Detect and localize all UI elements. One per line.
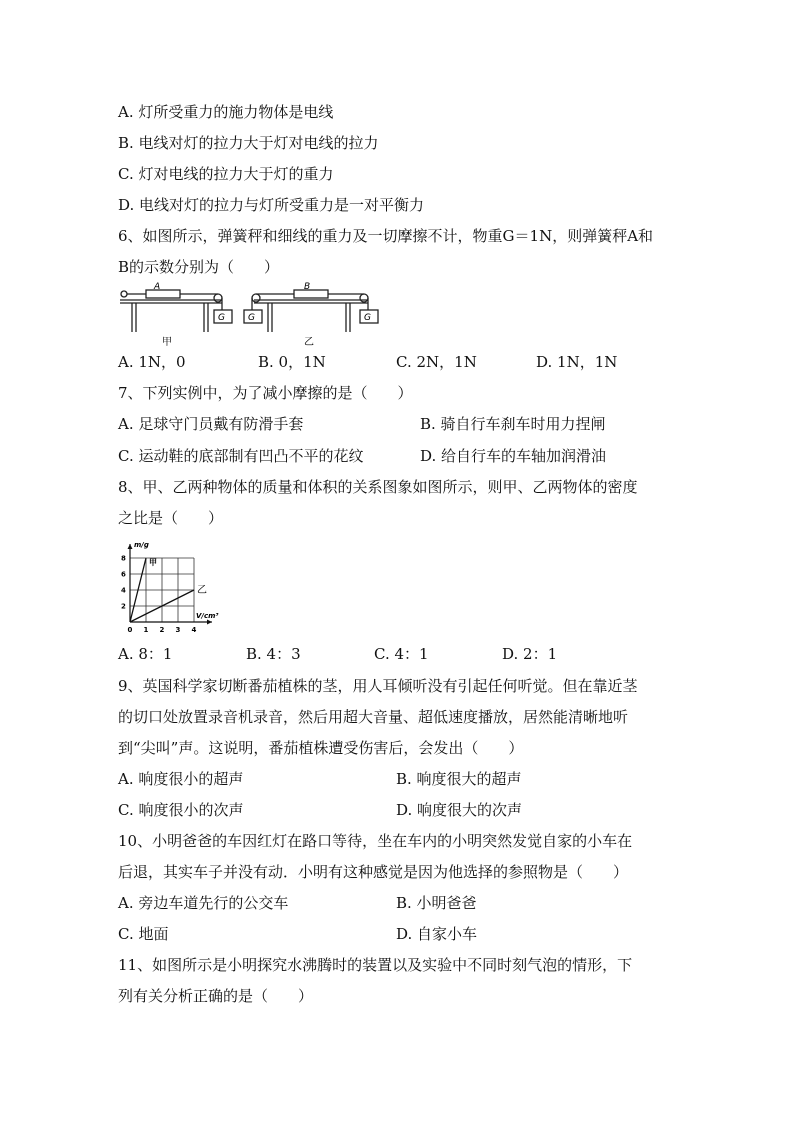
weight-g-jia: G	[218, 313, 225, 323]
q6-option-d: D. 1N，1N	[536, 353, 618, 371]
q11-stem-line1: 11、如图所示是小明探究水沸腾时的装置以及实验中不同时刻气泡的情形，下	[118, 956, 633, 974]
q8-mass-volume-chart	[114, 536, 224, 636]
series-label: 甲	[149, 558, 157, 567]
q5-option-d: D. 电线对灯的拉力与灯所受重力是一对平衡力	[118, 196, 425, 214]
y-tick-label: 8	[121, 554, 126, 563]
q9-stem-line2: 的切口处放置录音机录音，然后用超大音量、超低速度播放，居然能清晰地听	[118, 708, 629, 726]
y-tick-label: 6	[121, 570, 126, 579]
y-axis-arrow	[128, 544, 133, 549]
q5-option-a: A. 灯所受重力的施力物体是电线	[118, 103, 334, 121]
q7-option-a: A. 足球守门员戴有防滑手套	[118, 415, 304, 433]
q9-option-a: A. 响度很小的超声	[118, 770, 244, 788]
q8-option-d: D. 2：1	[502, 645, 558, 663]
q10-stem-line2: 后退，其实车子并没有动．小明有这种感觉是因为他选择的参照物是（ ）	[118, 863, 629, 881]
figure-jia	[120, 290, 232, 332]
figure-jia-label: 甲	[162, 337, 172, 348]
q7-option-b: B. 骑自行车刹车时用力捏闸	[420, 415, 606, 433]
q6-option-a: A. 1N，0	[118, 353, 186, 371]
q8-stem-line2: 之比是（ ）	[118, 509, 224, 527]
q7-option-c: C. 运动鞋的底部制有凹凸不平的花纹	[118, 447, 364, 465]
q7-stem: 7、下列实例中，为了减小摩擦的是（ ）	[118, 384, 413, 402]
q8-stem-line1: 8、甲、乙两种物体的质量和体积的关系图象如图所示，则甲、乙两物体的密度	[118, 478, 638, 496]
figure-yi	[244, 290, 378, 332]
q6-option-b: B. 0，1N	[258, 353, 326, 371]
spring-a-label: A	[154, 282, 161, 292]
q6-spring-scale-figure	[118, 282, 388, 348]
x-axis-arrow	[207, 620, 212, 625]
q8-option-b: B. 4：3	[246, 645, 301, 663]
q9-option-b: B. 响度很大的超声	[396, 770, 522, 788]
q10-option-a: A. 旁边车道先行的公交车	[118, 894, 289, 912]
q6-stem-line1: 6、如图所示，弹簧秤和细线的重力及一切摩擦不计，物重G＝1N，则弹簧秤A和	[118, 227, 654, 245]
figure-yi-label: 乙	[304, 337, 314, 348]
x-tick-label: 1	[143, 626, 149, 634]
series-label: 乙	[197, 585, 207, 596]
q8-option-a: A. 8：1	[118, 645, 173, 663]
q6-stem-line2: B的示数分别为（ ）	[118, 258, 280, 276]
q10-option-b: B. 小明爸爸	[396, 894, 477, 912]
q11-stem-line2: 列有关分析正确的是（ ）	[118, 987, 314, 1005]
q7-option-d: D. 给自行车的车轴加润滑油	[420, 447, 607, 465]
y-tick-label: 2	[121, 602, 126, 611]
q9-option-d: D. 响度很大的次声	[396, 801, 523, 819]
q10-option-d: D. 自家小车	[396, 925, 478, 943]
q9-option-c: C. 响度很小的次声	[118, 801, 244, 819]
x-axis-label: V/cm³	[196, 612, 219, 620]
spring-b-label: B	[304, 282, 311, 292]
q5-option-b: B. 电线对灯的拉力大于灯对电线的拉力	[118, 134, 379, 152]
q8-option-c: C. 4：1	[374, 645, 429, 663]
q10-stem-line1: 10、小明爸爸的车因红灯在路口等待，坐在车内的小明突然发觉自家的小车在	[118, 832, 633, 850]
weight-g-yi-right: G	[364, 313, 371, 323]
q9-stem-line1: 9、英国科学家切断番茄植株的茎，用人耳倾听没有引起任何听觉。但在靠近茎	[118, 677, 638, 695]
x-tick-label: 2	[159, 626, 165, 634]
y-tick-label: 4	[121, 586, 126, 595]
q6-option-c: C. 2N，1N	[396, 353, 477, 371]
x-tick-label: 0	[127, 626, 133, 634]
y-axis-label: m/g	[134, 541, 149, 549]
q10-option-c: C. 地面	[118, 925, 169, 943]
x-tick-label: 4	[191, 626, 197, 634]
x-tick-label: 3	[175, 626, 181, 634]
weight-g-yi-left: G	[248, 313, 255, 323]
q5-option-c: C. 灯对电线的拉力大于灯的重力	[118, 165, 334, 183]
q9-stem-line3: 到“尖叫”声。这说明，番茄植株遭受伤害后，会发出（ ）	[118, 739, 524, 757]
